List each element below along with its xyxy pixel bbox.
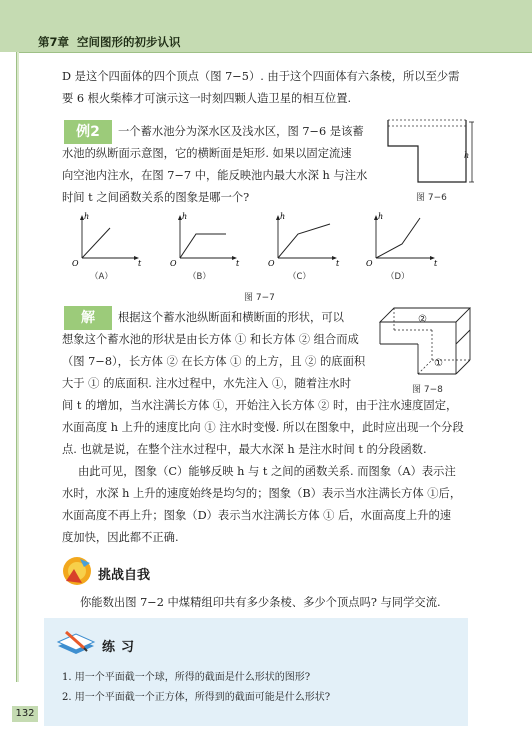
fig76-caption: 图 7−6 <box>416 193 447 203</box>
origin-a: O <box>72 259 79 268</box>
graph-b <box>170 212 240 268</box>
chapter-title: 空间图形的初步认识 <box>77 35 181 49</box>
intro-line: D 是这个四面体的四个顶点（图 7−5）. 由于这个四面体有六条棱，所以至少需 <box>62 70 460 83</box>
solution-line: 水时，水深 h 上升的速度始终是均匀的；图象（B）表示当水注满长方体 ①后， <box>62 487 462 500</box>
fig78-caption: 图 7−8 <box>412 385 443 395</box>
fig77-caption: 图 7−7 <box>244 293 275 303</box>
challenge-title: 挑战自我 <box>98 568 151 583</box>
axis-h-c: h <box>280 212 286 221</box>
practice-title: 练习 <box>102 640 141 655</box>
solution-tag: 解 <box>64 306 112 330</box>
graph-label-a: （A） <box>90 272 113 282</box>
example-line: 一个蓄水池分为深水区及浅水区，图 7−6 是该蓄 <box>118 125 364 138</box>
solution-paragraph-b <box>62 395 524 549</box>
margin-rule <box>16 52 17 682</box>
graph-c <box>268 212 340 268</box>
graph-label-d: （D） <box>386 272 410 282</box>
axis-t-b: t <box>236 259 240 268</box>
chapter-number: 第7章 <box>38 35 70 49</box>
chapter-header-title <box>38 34 181 50</box>
solution-paragraph-a <box>62 329 392 395</box>
solution-line: 间 t 的增加，当水注满长方体 ①，开始注入长方体 ② 时，由于注水速度固定， <box>62 399 458 412</box>
graph-d <box>366 212 438 268</box>
pool-section-figure <box>384 112 474 202</box>
challenge-icon <box>60 553 96 589</box>
example-tag: 例2 <box>64 120 112 144</box>
solution-line: 水面高度 h 上升的速度比向 ① 注水时变慢. 所以在图象中，此时应出现一个分段 <box>62 421 464 434</box>
graph-label-c: （C） <box>288 272 311 282</box>
graphs-figure <box>64 210 444 272</box>
graph-label-b: （B） <box>188 272 211 282</box>
example-line: 时间 t 之间函数关系的图象是哪一个? <box>62 191 250 204</box>
axis-t-a: t <box>138 259 142 268</box>
axis-h-d: h <box>378 212 384 221</box>
graph-a <box>72 212 142 268</box>
solution-line: 度加快，因此都不正确. <box>62 531 179 544</box>
solution-line: 根据这个蓄水池纵断面和横断面的形状，可以 <box>118 311 344 324</box>
solution-line: 想象这个蓄水池的形状是由长方体 ① 和长方体 ② 组合而成 <box>62 333 359 346</box>
solution-line: （图 7−8），长方体 ② 在长方体 ① 的上方，且 ② 的底面积 <box>62 355 366 368</box>
page-number: 132 <box>12 706 38 722</box>
origin-d: O <box>366 259 373 268</box>
fig78-label-1: ① <box>434 358 443 369</box>
axis-t-d: t <box>434 259 438 268</box>
header-divider <box>16 52 532 53</box>
example-line: 水池的纵断面示意图，它的横断面是矩形. 如果以固定流速 <box>62 147 352 160</box>
fig76-h-label: h <box>464 151 470 160</box>
fig78-label-2: ② <box>418 314 427 325</box>
axis-h-b: h <box>182 212 188 221</box>
solution-line: 水面高度不再上升；图象（D）表示当水注满长方体 ① 后，水面高度上升的速 <box>62 509 452 522</box>
solution-line: 点. 也就是说，在整个注水过程中，最大水深 h 是注水时间 t 的分段函数. <box>62 443 427 456</box>
intro-line: 要 6 根火柴棒才可演示这一时刻四颗人造卫星的相互位置. <box>62 92 352 105</box>
practice-question-2: 2. 用一个平面截一个正方体，所得到的截面可能是什么形状? <box>62 692 331 703</box>
composite-box-figure <box>374 300 474 384</box>
axis-h-a: h <box>84 212 90 221</box>
solution-line: 大于 ① 的底面积. 注水过程中，水先注入 ①，随着注水时 <box>62 377 352 390</box>
book-pencil-icon <box>56 628 96 658</box>
intro-paragraph <box>62 66 522 110</box>
solution-line: 由此可见，图象（C）能够反映 h 与 t 之间的函数关系. 而图象（A）表示注 <box>78 465 456 478</box>
origin-b: O <box>170 259 177 268</box>
origin-c: O <box>268 259 275 268</box>
challenge-text: 你能数出图 7−2 中煤精组印共有多少条棱、多少个顶点吗? 与同学交流. <box>80 596 441 609</box>
example-line: 向空池内注水，在图 7−7 中，能反映池内最大水深 h 与注水 <box>62 169 368 182</box>
practice-question-1: 1. 用一个平面截一个球，所得的截面是什么形状的图形? <box>62 672 311 683</box>
axis-t-c: t <box>336 259 340 268</box>
example-paragraph <box>62 143 392 209</box>
